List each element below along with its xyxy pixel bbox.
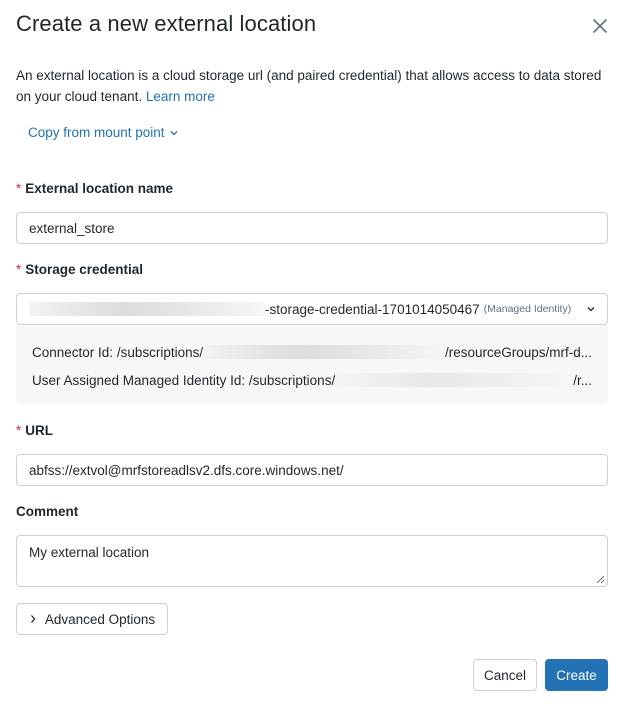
connector-id-suffix: /resourceGroups/mrf-d... — [444, 344, 592, 360]
close-icon[interactable] — [590, 16, 610, 36]
credential-details-panel — [16, 325, 608, 405]
managed-identity-prefix: /subscriptions/ — [248, 372, 336, 388]
required-asterisk: * — [16, 181, 22, 196]
url-input[interactable] — [16, 454, 608, 486]
storage-credential-label — [16, 262, 143, 277]
required-asterisk: * — [16, 423, 22, 438]
description-text: An external location is a cloud storage url (and paired credential) that allows access to data stored on your cloud tenant. — [16, 68, 602, 104]
copy-from-mount-point-button[interactable] — [28, 125, 178, 140]
redacted-text — [335, 373, 573, 387]
chevron-right-icon — [29, 614, 37, 624]
url-label — [16, 423, 53, 438]
advanced-options-button[interactable] — [16, 603, 168, 635]
dialog-description — [16, 65, 612, 107]
cancel-button[interactable]: Cancel — [473, 659, 537, 691]
credential-value: -storage-credential-1701014050467 — [265, 301, 480, 317]
copy-mount-label: Copy from mount point — [28, 125, 165, 140]
url-label-text: URL — [25, 423, 54, 438]
chevron-down-icon — [170, 129, 178, 137]
required-asterisk: * — [16, 262, 22, 277]
external-location-name-input[interactable] — [16, 212, 608, 244]
chevron-down-icon — [585, 303, 597, 315]
url-input-value: abfss://extvol@mrfstoreadlsv2.dfs.core.windows.net/ — [29, 462, 344, 478]
storage-credential-select[interactable] — [16, 293, 608, 325]
name-label-text: External location name — [25, 181, 174, 196]
credential-type-tag: (Managed Identity) — [483, 303, 572, 315]
redacted-text — [203, 345, 445, 359]
resize-handle-icon[interactable] — [596, 575, 605, 584]
name-input-value: external_store — [29, 220, 115, 236]
learn-more-link[interactable]: Learn more — [145, 89, 215, 104]
comment-textarea[interactable] — [16, 535, 608, 587]
connector-id-prefix: /subscriptions/ — [116, 344, 204, 360]
create-button[interactable]: Create — [545, 659, 608, 691]
connector-id-row — [32, 342, 592, 362]
comment-label: Comment — [16, 504, 79, 519]
managed-identity-label: User Assigned Managed Identity Id: — [32, 372, 246, 388]
advanced-options-label: Advanced Options — [44, 611, 156, 627]
managed-identity-suffix: /r... — [573, 372, 592, 388]
redacted-text — [29, 302, 265, 316]
dialog-title: Create a new external location — [16, 11, 317, 36]
managed-identity-row — [32, 370, 592, 390]
external-location-name-label — [16, 181, 173, 196]
connector-id-label: Connector Id: — [32, 344, 114, 360]
credential-label-text: Storage credential — [25, 262, 144, 277]
